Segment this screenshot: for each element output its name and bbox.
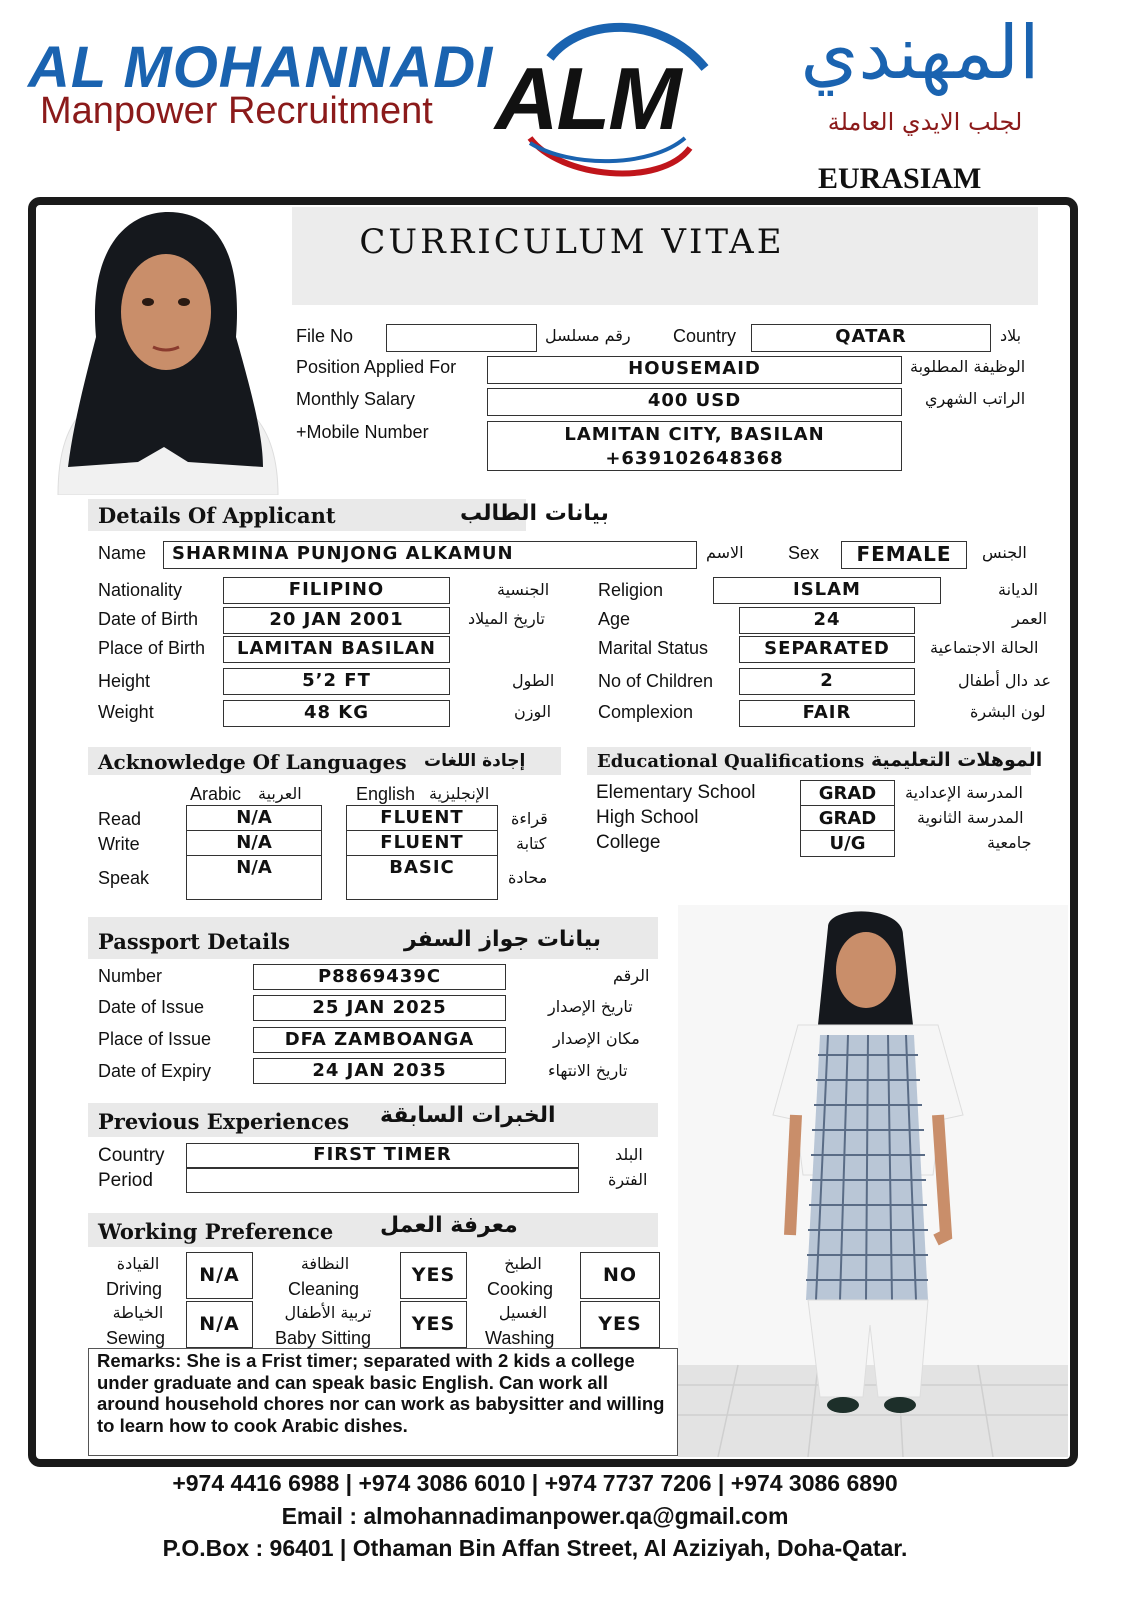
file-no-label-ar: رقم مسلسل xyxy=(545,326,631,345)
expiry-label: Date of Expiry xyxy=(98,1061,212,1081)
position-label-ar: الوظيفة المطلوبة xyxy=(910,357,1026,376)
mobile-line-1: LAMITAN CITY, BASILAN xyxy=(564,424,825,445)
issue-place-field: DFA ZAMBOANGA xyxy=(253,1027,506,1053)
page-title: CURRICULUM VITAE xyxy=(359,222,785,262)
education-title: Educational Qualifications xyxy=(597,751,865,772)
brand-name: AL MOHANNADI xyxy=(28,35,494,100)
passport-title: Passport Details xyxy=(98,929,290,954)
dob-field: 20 JAN 2001 xyxy=(223,607,450,634)
sex-label: Sex xyxy=(788,543,820,563)
position-field: HOUSEMAID xyxy=(487,356,902,384)
complexion-label: Complexion xyxy=(598,702,694,722)
religion-label: Religion xyxy=(598,580,664,600)
details-title: Details Of Applicant xyxy=(98,503,336,528)
issue-date-field: 25 JAN 2025 xyxy=(253,995,506,1021)
children-field: 2 xyxy=(739,668,915,695)
weight-label: Weight xyxy=(98,702,154,722)
write-english-value: FLUENT xyxy=(380,832,464,853)
sewing-label-ar: الخياطة xyxy=(112,1303,164,1322)
english-column-head: English xyxy=(356,784,416,804)
speak-label: Speak xyxy=(98,868,150,888)
position-label: Position Applied For xyxy=(296,357,457,377)
arabic-column-head-ar: العربية xyxy=(258,784,302,803)
passport-section-header xyxy=(88,917,658,959)
english-row-divider xyxy=(346,855,498,856)
languages-title: Acknowledge Of Languages xyxy=(98,750,407,774)
arabic-row-divider xyxy=(186,855,322,856)
preference-title: Working Preference xyxy=(98,1219,334,1244)
speak-arabic-value: N/A xyxy=(236,857,272,878)
nationality-label-ar: الجنسية xyxy=(497,580,550,599)
experience-section-header xyxy=(88,1103,658,1137)
remarks-box xyxy=(88,1348,678,1456)
name-label: Name xyxy=(98,543,147,563)
high-school-label-ar: المدرسة الثانوية xyxy=(917,808,1024,827)
weight-field: 48 KG xyxy=(223,700,450,727)
cleaning-label: Cleaning xyxy=(288,1279,360,1299)
read-arabic-value: N/A xyxy=(236,807,272,828)
cooking-label-ar: الطبخ xyxy=(504,1254,542,1273)
religion-field: ISLAM xyxy=(713,577,941,604)
brand-name-arabic: المهندي xyxy=(800,10,1040,96)
height-label-ar: الطول xyxy=(512,671,555,690)
exp-period-field xyxy=(186,1168,579,1193)
sex-field: FEMALE xyxy=(841,541,967,569)
elementary-label-ar: المدرسة الإعدادية xyxy=(905,783,1023,802)
marital-field: SEPARATED xyxy=(739,636,915,663)
mobile-line-2: +639102648368 xyxy=(605,448,784,469)
write-arabic-value: N/A xyxy=(236,832,272,853)
dob-label: Date of Birth xyxy=(98,609,199,629)
issue-date-label: Date of Issue xyxy=(98,997,205,1017)
height-label: Height xyxy=(98,671,151,691)
brand-subtitle: Manpower Recruitment xyxy=(40,90,433,132)
baby-sitting-value: YES xyxy=(400,1301,467,1348)
salary-label-ar: الراتب الشهري xyxy=(925,389,1026,408)
country-field: QATAR xyxy=(751,324,991,352)
passport-number-label-ar: الرقم xyxy=(613,966,650,985)
details-title-ar: بيانات الطالب xyxy=(460,501,609,526)
speak-label-ar: محادة xyxy=(508,868,548,887)
arabic-column-head: Arabic xyxy=(190,784,242,804)
sewing-value: N/A xyxy=(186,1301,253,1348)
elementary-label: Elementary School xyxy=(596,782,756,803)
mobile-label: +Mobile Number xyxy=(296,422,429,442)
arabic-row-divider xyxy=(186,830,322,831)
speak-english-value: BASIC xyxy=(389,857,455,878)
driving-label: Driving xyxy=(106,1279,163,1299)
washing-value: YES xyxy=(580,1301,660,1348)
washing-label: Washing xyxy=(485,1328,555,1348)
alm-logo-text: ALM xyxy=(495,49,680,148)
read-label: Read xyxy=(98,809,142,829)
college-value: U/G xyxy=(829,833,866,854)
weight-label-ar: الوزن xyxy=(514,702,552,721)
complexion-label-ar: لون البشرة xyxy=(970,702,1046,721)
expiry-label-ar: تاريخ الانتهاء xyxy=(548,1061,628,1080)
age-label-ar: العمر xyxy=(1012,609,1048,628)
cooking-value: NO xyxy=(580,1252,660,1299)
read-label-ar: قراءة xyxy=(511,809,548,828)
exp-period-label-ar: الفترة xyxy=(608,1170,648,1189)
marital-label-ar: الحالة الاجتماعية xyxy=(930,638,1039,657)
education-section-header xyxy=(587,747,1043,775)
english-row-divider xyxy=(346,830,498,831)
nationality-field: FILIPINO xyxy=(223,577,450,604)
exp-country-label: Country xyxy=(98,1145,165,1166)
cleaning-label-ar: النظافة xyxy=(300,1254,350,1273)
age-label: Age xyxy=(598,609,631,629)
partner-name: EURASIAM xyxy=(818,162,982,195)
baby-sitting-label-ar: تربية الأطفال xyxy=(284,1303,372,1322)
footer-phones: +974 4416 6988 | +974 3086 6010 | +974 7737 7206 | +974 3086 6890 xyxy=(172,1470,898,1496)
salary-label: Monthly Salary xyxy=(296,389,416,409)
issue-date-label-ar: تاريخ الإصدار xyxy=(548,997,633,1016)
remarks-text: Remarks: She is a Frist timer; separated with 2 kids a college under graduate and can speak basic English. Can work all around household chores nor can work as babysitter and willing to learn how to cook Arabic dishes. xyxy=(97,1350,665,1436)
dob-label-ar: تاريخ الميلاد xyxy=(468,609,545,628)
pob-label: Place of Birth xyxy=(98,638,206,658)
preference-title-ar: معرفة العمل xyxy=(380,1213,518,1238)
marital-label: Marital Status xyxy=(598,638,709,658)
preference-section-header xyxy=(88,1213,658,1247)
expiry-field: 24 JAN 2035 xyxy=(253,1058,506,1084)
cleaning-value: YES xyxy=(400,1252,467,1299)
religion-label-ar: الديانة xyxy=(998,580,1039,599)
english-column-head-ar: الإنجليزية xyxy=(429,784,490,803)
details-section-header xyxy=(88,499,609,531)
pob-field: LAMITAN BASILAN xyxy=(223,636,450,663)
exp-country-field: FIRST TIMER xyxy=(186,1143,579,1168)
high-school-label: High School xyxy=(596,807,699,828)
washing-label-ar: الغسيل xyxy=(498,1303,548,1322)
sex-label-ar: الجنس xyxy=(982,543,1027,562)
exp-period-label: Period xyxy=(98,1170,153,1191)
applicant-portrait-photo xyxy=(38,207,291,495)
file-no-field xyxy=(386,324,537,352)
write-label: Write xyxy=(98,834,140,854)
write-label-ar: كتابة xyxy=(516,834,547,853)
cooking-label: Cooking xyxy=(487,1279,554,1299)
passport-number-label: Number xyxy=(98,966,163,986)
applicant-full-body-photo xyxy=(678,905,1068,1457)
languages-title-ar: إجادة اللغات xyxy=(424,751,526,771)
mobile-field xyxy=(487,421,902,471)
name-field: SHARMINA PUNJONG ALKAMUN xyxy=(163,541,697,569)
brand-subtitle-arabic: لجلب الايدي العاملة xyxy=(827,108,1023,136)
nationality-label: Nationality xyxy=(98,580,183,600)
file-no-label: File No xyxy=(296,326,354,346)
elementary-value: GRAD xyxy=(818,783,877,804)
education-row-divider xyxy=(800,805,895,806)
passport-number-field: P8869439C xyxy=(253,964,506,990)
issue-place-label-ar: مكان الإصدار xyxy=(553,1029,640,1048)
footer-address: P.O.Box : 96401 | Othaman Bin Affan Street, Al Aziziyah, Doha-Qatar. xyxy=(162,1535,908,1561)
country-label: Country xyxy=(673,326,737,346)
experience-title: Previous Experiences xyxy=(98,1109,350,1134)
salary-field: 400 USD xyxy=(487,388,902,416)
passport-title-ar: بيانات جواز السفر xyxy=(404,927,602,952)
read-english-value: FLUENT xyxy=(380,807,464,828)
sewing-label: Sewing xyxy=(106,1328,166,1348)
height-field: 5’2 FT xyxy=(223,668,450,695)
children-label: No of Children xyxy=(598,671,714,691)
languages-section-header xyxy=(88,747,561,775)
country-label-ar: بلاد xyxy=(1000,326,1022,345)
children-label-ar: عد دال أطفال xyxy=(958,671,1052,690)
name-label-ar: الاسم xyxy=(706,543,744,562)
high-school-value: GRAD xyxy=(818,808,877,829)
college-label: College xyxy=(596,832,661,853)
age-field: 24 xyxy=(739,607,915,634)
education-row-divider xyxy=(800,830,895,831)
footer-email: Email : almohannadimanpower.qa@gmail.com xyxy=(281,1503,789,1529)
baby-sitting-label: Baby Sitting xyxy=(275,1328,372,1348)
college-label-ar: جامعية xyxy=(987,833,1032,852)
experience-title-ar: الخبرات السابقة xyxy=(380,1103,556,1128)
driving-label-ar: القيادة xyxy=(116,1254,160,1273)
complexion-field: FAIR xyxy=(739,700,915,727)
education-title-ar: الموهلات التعليمية xyxy=(871,749,1043,771)
exp-country-label-ar: البلد xyxy=(615,1145,643,1164)
driving-value: N/A xyxy=(186,1252,253,1299)
issue-place-label: Place of Issue xyxy=(98,1029,212,1049)
